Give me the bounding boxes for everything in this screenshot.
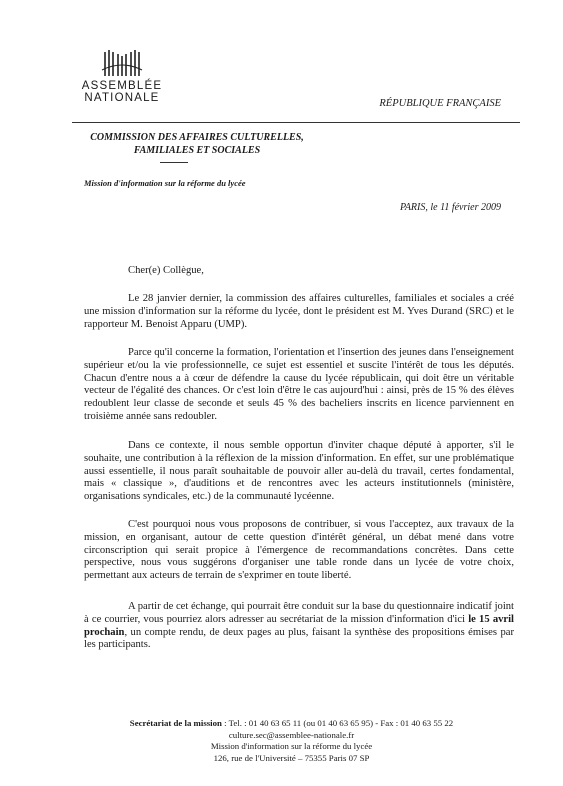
footer-mission: Mission d'information sur la réforme du lycée <box>210 741 373 751</box>
salutation: Cher(e) Collègue, <box>128 265 204 276</box>
paragraph-5-start: A partir de cet échange, qui pourrait être conduit sur la base du questionnaire indicatif joint à ce courrier, vous pourriez alors adresser au secrétariat de la mission d'information d'ici <box>84 601 514 625</box>
deadline-date: le 15 avril prochain <box>84 613 514 638</box>
hemicycle-emblem-icon <box>97 46 147 78</box>
paragraph-2: Parce qu'il concerne la formation, l'orientation et l'insertion des jeunes dans l'enseignement supérieur et/ou la vie professionnelle, ce sujet est essentiel et suscite l'intérêt de tous les députés. Chacun d'entre nous a à cœur de défendre la cause du lycée républicain, qui doit être un véritable vecteur de l'égalité des chances. Or c'est loin d'être le cas aujourd'hui : ainsi, près de 15 % des élèves redoublent leur classe de seconde et seuls 45 % des bacheliers inscrits en licence parviennent en troisième année sans redoubler. <box>84 347 514 422</box>
republique-francaise: RÉPUBLIQUE FRANÇAISE <box>379 98 501 109</box>
footer-label: Secrétariat de la mission <box>129 718 222 728</box>
assemblee-logo <box>72 46 172 104</box>
header-divider <box>72 122 520 123</box>
logo-text-line2: NATIONALE <box>84 92 160 104</box>
paragraph-3: Dans ce contexte, il nous semble opportun d'inviter chaque député à apporter, s'il le souhaite, une contribution à la réflexion de la mission d'information. En effet, sur une problématique aussi essentielle, il nous paraît souhaitable de pouvoir aller au-delà du travail, certes fondamental, mais « classique », d'auditions et de rencontres avec les acteurs institutionnels (ministère, organisations syndicales, etc.) de la communauté lycéenne. <box>84 440 514 503</box>
paragraph-1: Le 28 janvier dernier, la commission des affaires culturelles, familiales et sociales a créé une mission d'information sur la réforme du lycée, dont le président est M. Yves Durand (SRC) et le rapporteur M. Benoist Apparu (UMP). <box>84 293 514 330</box>
letter-date: PARIS, le 11 février 2009 <box>400 202 501 213</box>
logo-text-line1: ASSEMBLÉE <box>81 80 163 92</box>
commission-title: COMMISSION DES AFFAIRES CULTURELLES, FAMILIALES ET SOCIALES <box>90 132 304 156</box>
footer-address: 126, rue de l'Université – 75355 Paris 07 SP <box>213 752 370 763</box>
footer-email[interactable]: culture.sec@assemblee-nationale.fr <box>228 729 355 740</box>
footer-phones: : Tel. : 01 40 63 65 11 (ou 01 40 63 65 95) - Fax : 01 40 63 55 22 <box>221 718 454 728</box>
footer-contact <box>60 718 523 764</box>
paragraph-5-end: , un compte rendu, de deux pages au plus, faisant la synthèse des propositions émises par les participants. <box>84 626 514 651</box>
paragraph-4: C'est pourquoi nous vous proposons de contribuer, si vous l'acceptez, aux travaux de la mission, en organisant, autour de cette question d'intérêt général, un débat mené dans votre circonscription qui serait propice à l'émergence de recommandations concrètes. Dans cette perspective, nous vous suggérons d'organiser une table ronde dans un lycée de votre choix, permettant aux acteurs de terrain de s'exprimer en toute liberté. <box>84 519 514 582</box>
short-divider <box>160 162 188 163</box>
paragraph-5 <box>84 601 514 652</box>
mission-subtitle: Mission d'information sur la réforme du lycée <box>84 178 246 188</box>
